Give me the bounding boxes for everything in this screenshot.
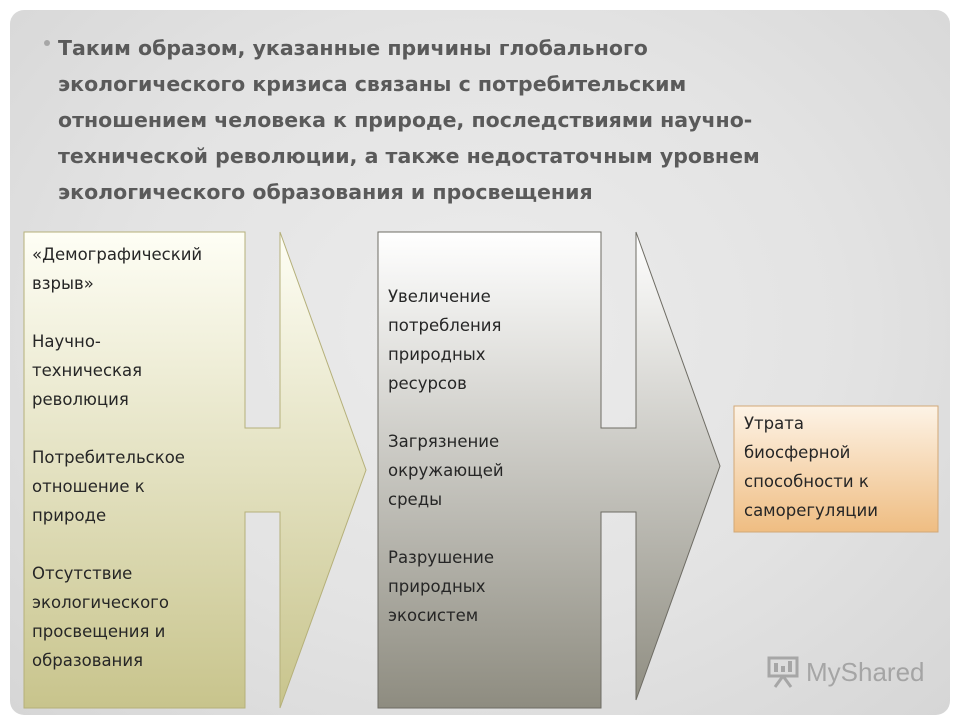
logo-text: MyShared <box>806 656 925 687</box>
causes-text: «Демографический взрыв» Научно- техническая революция Потребительское отношение к природе Отсутствие экологического просвещения и образования <box>32 245 203 670</box>
presentation-icon <box>766 655 800 689</box>
consequences-text: Увеличение потребления природных ресурсов Загрязнение окружающей среды Разрушение природных экосистем <box>388 287 504 625</box>
bullet-text: Таким образом, указанные причины глобального экологического кризиса связаны с потребительским отношением человека к природе, последствиями научно- технической революции, а также недостаточным уровнем экологического образования и просвещения <box>58 36 760 204</box>
watermark-logo <box>766 655 925 689</box>
result-text: Утрата биосферной способности к саморегуляции <box>744 414 878 520</box>
